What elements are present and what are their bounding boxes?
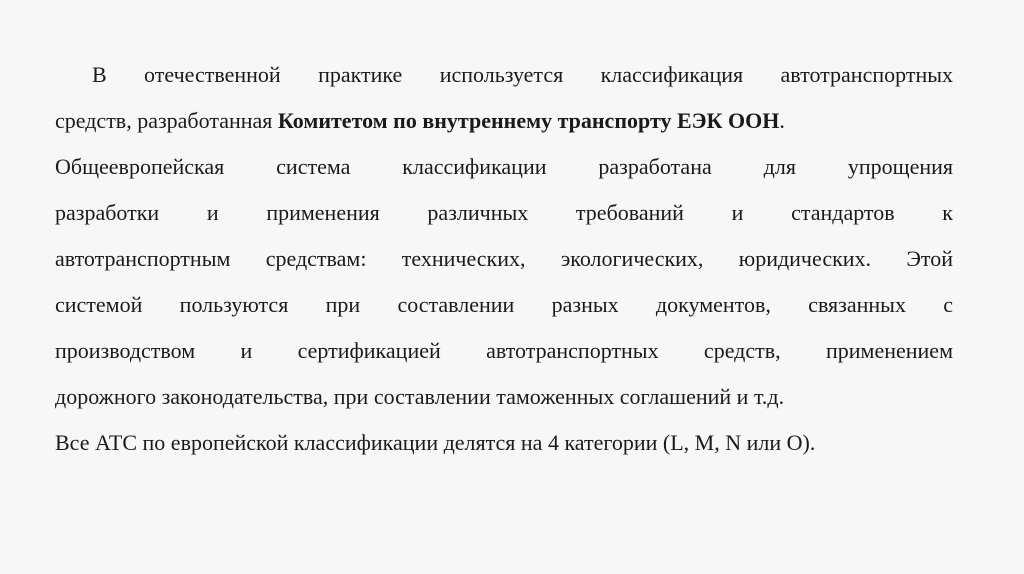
text-line-2 [55, 107, 953, 135]
committee-name: Комитетом по внутреннему транспорту ЕЭК ООН [277, 108, 780, 133]
text-line-7: производством и сертификацией автотранспортных средств, применением [55, 338, 953, 363]
text-line-9: Все АТС по европейской классификации делятся на 4 категории (L, M, N или O). [55, 430, 816, 455]
text-line-3: Общеевропейская система классификации разработана для упрощения [55, 154, 953, 179]
text-line-5: автотранспортным средствам: технических, экологических, юридических. Этой [55, 246, 953, 271]
text-line-2-prefix: средств, разработанная [55, 108, 278, 133]
text-line-4: разработки и применения различных требований и стандартов к [55, 200, 953, 225]
text-line-2-suffix: . [779, 108, 785, 133]
text-line-6: системой пользуются при составлении разных документов, связанных с [55, 292, 953, 317]
text-line-8: дорожного законодательства, при составлении таможенных соглашений и т.д. [55, 384, 785, 409]
text-line-1: В отечественной практике используется классификация автотранспортных [92, 62, 953, 87]
